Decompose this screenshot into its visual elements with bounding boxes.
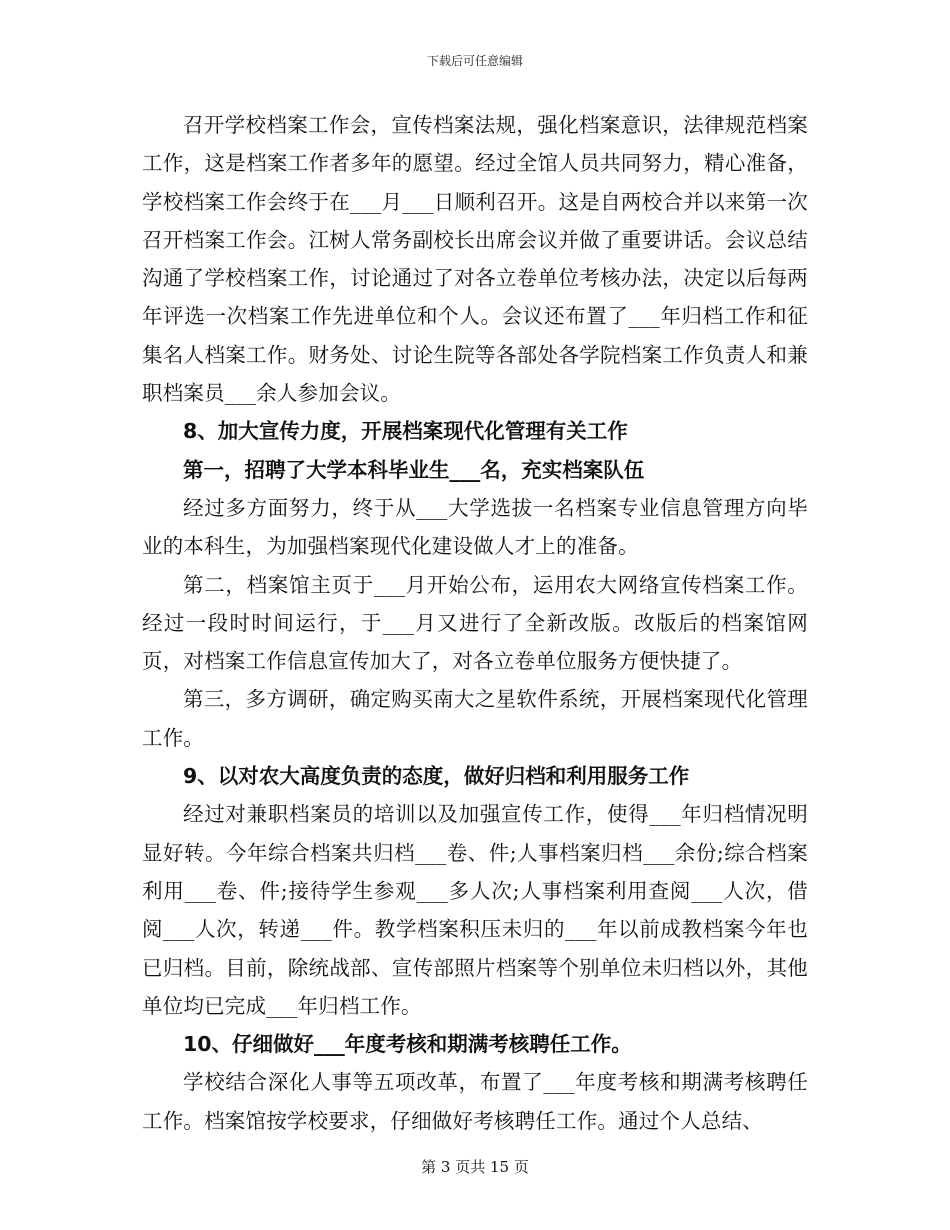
page-header: 下载后可任意编辑 [426,54,523,68]
subheading-first: 第一，招聘了大学本科毕业生___名，充实档案队伍 [183,457,645,482]
paragraph-archive-meeting: 召开学校档案工作会，宣传档案法规，强化档案意识，法律规范档案工作，这是档案工作者多年的愿望。经过全馆人员共同努力，精心准备，学校档案工作会终于在___月___日顺利召开。这是自两校合并以来第一次召开档案工作会。江树人常务副校长出席会议并做了重要讲话。会议总结沟通了学校档案工作，讨论通过了对各立卷单位考核办法，决定以后每两年评选一次档案工作先进单位和个人。会议还布置了___年归档工作和征集名人档案工作。财务处、讨论生院等各部处各学院档案工作负责人和兼职档案员___余人参加会议。 [142,113,808,406]
paragraph-second-homepage: 第二，档案馆主页于___月开始公布，运用农大网络宣传档案工作。经过一段时时间运行，于___月又进行了全新改版。改版后的档案馆网页，对档案工作信息宣传加大了，对各立卷单位服务方便快捷了。 [142,572,808,674]
page-footer: 第 3 页共 15 页 [421,1158,529,1176]
heading-section-9: 9、以对农大高度负责的态度，做好归档和利用服务工作 [183,764,690,789]
paragraph-assessment: 学校结合深化人事等五项改革，布置了___年度考核和期满考核聘任工作。档案馆按学校要求，仔细做好考核聘任工作。通过个人总结、 [142,1070,808,1133]
heading-section-8: 8、加大宣传力度，开展档案现代化管理有关工作 [183,419,628,444]
heading-section-10: 10、仔细做好___年度考核和期满考核聘任工作。 [183,1032,632,1057]
paragraph-third-software: 第三，多方调研，确定购买南大之星软件系统，开展档案现代化管理工作。 [142,687,808,750]
paragraph-filing-stats: 经过对兼职档案员的培训以及加强宣传工作，使得___年归档情况明显好转。今年综合档案共归档___卷、件;人事档案归档___余份;综合档案利用___卷、件;接待学生参观___多人次;人事档案利用查阅___人次，借阅___人次，转递___件。教学档案积压未归的___年以前成教档案今年也已归档。目前，除统战部、宣传部照片档案等个别单位未归档以外，其他单位均已完成___年归档工作。 [142,802,808,1018]
paragraph-recruit: 经过多方面努力，终于从___大学选拔一名档案专业信息管理方向毕业的本科生，为加强档案现代化建设做人才上的准备。 [142,495,808,559]
document-body [142,106,808,1140]
